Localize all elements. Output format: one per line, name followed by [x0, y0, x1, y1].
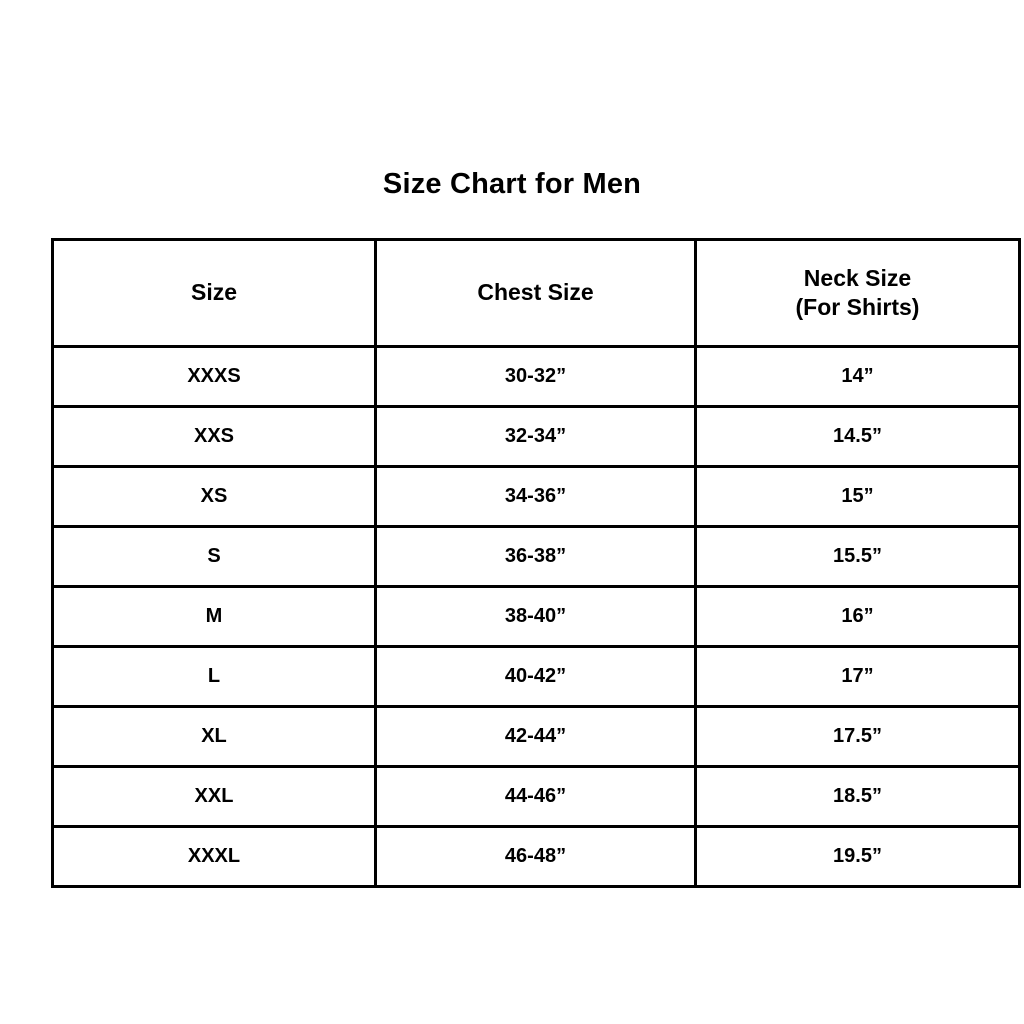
table-row	[53, 587, 1020, 647]
table-row	[53, 707, 1020, 767]
table-row	[53, 647, 1020, 707]
column-header-size-label: Size	[190, 279, 238, 306]
cell-chest: 44-46”	[376, 767, 696, 827]
cell-size: XXS	[53, 407, 376, 467]
cell-neck: 15.5”	[696, 527, 1020, 587]
cell-neck: 14”	[696, 347, 1020, 407]
cell-chest: 32-34”	[376, 407, 696, 467]
table-header-row	[53, 240, 1020, 347]
page-title: Size Chart for Men	[382, 168, 642, 200]
column-header-neck-size-label: Neck Size	[803, 264, 912, 291]
column-header-neck-size	[696, 240, 1020, 347]
cell-neck: 17”	[696, 647, 1020, 707]
cell-chest: 42-44”	[376, 707, 696, 767]
cell-size: XXXL	[53, 827, 376, 887]
cell-neck: 19.5”	[696, 827, 1020, 887]
size-chart-table-wrapper	[51, 238, 973, 888]
column-header-size	[53, 240, 376, 347]
column-header-neck-size-sublabel: (For Shirts)	[795, 294, 920, 320]
table-row	[53, 827, 1020, 887]
table-row	[53, 407, 1020, 467]
cell-neck: 14.5”	[696, 407, 1020, 467]
column-header-chest-size-label: Chest Size	[477, 279, 594, 306]
cell-neck: 18.5”	[696, 767, 1020, 827]
cell-chest: 36-38”	[376, 527, 696, 587]
cell-chest: 38-40”	[376, 587, 696, 647]
size-chart-table	[51, 238, 1021, 888]
cell-chest: 46-48”	[376, 827, 696, 887]
table-row	[53, 467, 1020, 527]
cell-size: XS	[53, 467, 376, 527]
table-row	[53, 767, 1020, 827]
table-row	[53, 347, 1020, 407]
cell-size: XXL	[53, 767, 376, 827]
cell-size: XL	[53, 707, 376, 767]
table-row	[53, 527, 1020, 587]
cell-neck: 16”	[696, 587, 1020, 647]
cell-size: XXXS	[53, 347, 376, 407]
cell-chest: 30-32”	[376, 347, 696, 407]
cell-neck: 17.5”	[696, 707, 1020, 767]
cell-neck: 15”	[696, 467, 1020, 527]
column-header-chest-size	[376, 240, 696, 347]
table-header	[53, 240, 1020, 347]
cell-size: M	[53, 587, 376, 647]
table-body	[53, 347, 1020, 887]
cell-chest: 34-36”	[376, 467, 696, 527]
cell-size: S	[53, 527, 376, 587]
cell-chest: 40-42”	[376, 647, 696, 707]
cell-size: L	[53, 647, 376, 707]
